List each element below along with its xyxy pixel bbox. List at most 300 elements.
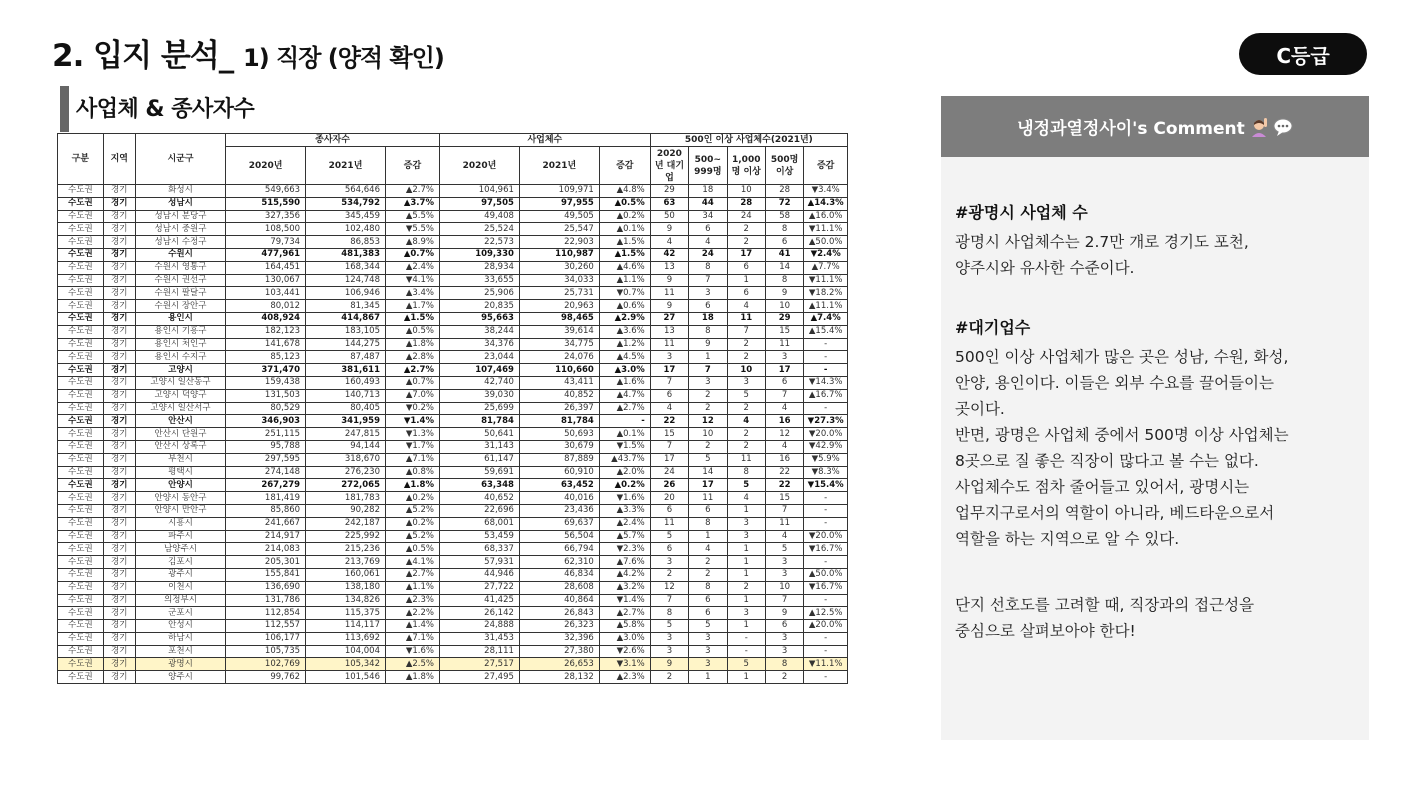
table-cell: 성남시 분당구 <box>135 210 225 223</box>
table-cell: 4 <box>650 236 688 249</box>
comment-header <box>941 96 1369 157</box>
table-cell: 27,380 <box>519 645 599 658</box>
table-cell: ▲0.5% <box>599 197 650 210</box>
table-cell: 34,376 <box>439 338 519 351</box>
table-cell: 81,784 <box>519 415 599 428</box>
table-cell: 28,934 <box>439 261 519 274</box>
table-cell: 68,337 <box>439 543 519 556</box>
table-cell: 276,230 <box>306 466 386 479</box>
table-cell: ▲3.0% <box>599 632 650 645</box>
table-cell: 수원시 권선구 <box>135 274 225 287</box>
table-cell: 1 <box>727 274 765 287</box>
table-row <box>58 402 848 415</box>
table-cell: ▲0.2% <box>599 210 650 223</box>
table-cell: 34,775 <box>519 338 599 351</box>
table-cell: 경기 <box>103 453 135 466</box>
table-row <box>58 594 848 607</box>
table-cell: 22,573 <box>439 236 519 249</box>
table-cell: ▲1.5% <box>599 248 650 261</box>
table-cell: 2 <box>727 351 765 364</box>
table-cell: 25,731 <box>519 287 599 300</box>
table-cell: 155,841 <box>226 568 306 581</box>
table-cell: ▲7.4% <box>804 312 848 325</box>
table-cell: 9 <box>650 300 688 313</box>
table-cell: 251,115 <box>226 428 306 441</box>
table-cell: 327,356 <box>226 210 306 223</box>
table-cell: 경기 <box>103 376 135 389</box>
table-cell: - <box>804 594 848 607</box>
comment-line: 단지 선호도를 고려할 때, 직장과의 접근성을 <box>955 596 1255 614</box>
table-cell: 2 <box>650 568 688 581</box>
table-cell: 성남시 <box>135 197 225 210</box>
table-cell: 7 <box>765 594 803 607</box>
table-cell: 3 <box>689 658 727 671</box>
table-cell: 13 <box>650 325 688 338</box>
table-cell: 부천시 <box>135 453 225 466</box>
table-cell: 24 <box>689 248 727 261</box>
table-cell: 경기 <box>103 517 135 530</box>
table-cell: ▲3.4% <box>385 287 439 300</box>
table-cell: 수도권 <box>58 428 104 441</box>
table-cell: 15 <box>650 428 688 441</box>
table-cell: 27 <box>650 312 688 325</box>
table-cell: 40,016 <box>519 492 599 505</box>
table-cell: 1 <box>727 556 765 569</box>
table-cell: 44 <box>689 197 727 210</box>
table-cell: 파주시 <box>135 530 225 543</box>
table-cell: 103,441 <box>226 287 306 300</box>
table-row <box>58 632 848 645</box>
table-cell: ▲1.8% <box>385 671 439 684</box>
table-cell: 수도권 <box>58 415 104 428</box>
table-cell: 50,641 <box>439 428 519 441</box>
table-cell: 경기 <box>103 223 135 236</box>
table-cell: ▲15.4% <box>804 325 848 338</box>
table-cell: 53,459 <box>439 530 519 543</box>
table-cell: 3 <box>765 351 803 364</box>
table-cell: 경기 <box>103 312 135 325</box>
table-cell: 수도권 <box>58 581 104 594</box>
table-cell: 80,012 <box>226 300 306 313</box>
table-cell: 95,788 <box>226 440 306 453</box>
table-cell: 98,465 <box>519 312 599 325</box>
header-workers-change: 증감 <box>385 147 439 185</box>
table-cell: 101,546 <box>306 671 386 684</box>
comment-line: 중심으로 살펴보아야 한다! <box>955 622 1136 640</box>
header-workers-2021: 2021년 <box>306 147 386 185</box>
table-cell: 106,177 <box>226 632 306 645</box>
grade-badge: C등급 <box>1239 33 1367 75</box>
comment-line: 역할을 하는 지역으로 알 수 있다. <box>955 530 1180 548</box>
table-cell: 25,699 <box>439 402 519 415</box>
table-cell: ▲2.3% <box>385 594 439 607</box>
table-cell: 광명시 <box>135 658 225 671</box>
table-cell: 6 <box>727 261 765 274</box>
table-cell: 수도권 <box>58 312 104 325</box>
table-cell: 27,517 <box>439 658 519 671</box>
table-cell: 수도권 <box>58 504 104 517</box>
table-cell: 5 <box>727 658 765 671</box>
table-cell: ▼2.6% <box>599 645 650 658</box>
table-cell: 수도권 <box>58 197 104 210</box>
table-cell: 241,667 <box>226 517 306 530</box>
table-cell: 2 <box>727 440 765 453</box>
table-cell: 160,061 <box>306 568 386 581</box>
table-cell: ▲1.8% <box>385 338 439 351</box>
table-cell: 2 <box>727 428 765 441</box>
table-cell: ▼1.4% <box>385 415 439 428</box>
table-cell: 수도권 <box>58 223 104 236</box>
table-cell: 481,383 <box>306 248 386 261</box>
page-title <box>52 30 444 75</box>
table-cell: 144,275 <box>306 338 386 351</box>
table-cell: 30,679 <box>519 440 599 453</box>
header-biz-2020: 2020년 <box>439 147 519 185</box>
table-cell: 경기 <box>103 671 135 684</box>
table-cell: 수도권 <box>58 248 104 261</box>
table-cell: 110,987 <box>519 248 599 261</box>
table-cell: ▲4.2% <box>599 568 650 581</box>
table-cell: 46,834 <box>519 568 599 581</box>
table-cell: 경기 <box>103 325 135 338</box>
table-cell: 26,653 <box>519 658 599 671</box>
table-cell: 18 <box>689 185 727 198</box>
comment-tag-biz: #광명시 사업체 수 <box>955 203 1088 222</box>
table-cell: 24 <box>727 210 765 223</box>
table-cell: 안산시 단원구 <box>135 428 225 441</box>
table-cell: 수도권 <box>58 671 104 684</box>
table-cell: 112,854 <box>226 607 306 620</box>
table-cell: 72 <box>765 197 803 210</box>
header-biz: 사업체수 <box>439 134 650 147</box>
table-cell: 11 <box>650 287 688 300</box>
table-cell: 경기 <box>103 581 135 594</box>
table-cell: ▼3.4% <box>804 185 848 198</box>
table-cell: ▼1.3% <box>385 428 439 441</box>
table-cell: 수도권 <box>58 376 104 389</box>
table-cell: 182,123 <box>226 325 306 338</box>
table-cell: 20 <box>650 492 688 505</box>
table-cell: 183,105 <box>306 325 386 338</box>
table-cell: ▲5.2% <box>385 530 439 543</box>
table-cell: 17 <box>765 364 803 377</box>
table-cell: ▲2.0% <box>599 466 650 479</box>
table-cell: 63,452 <box>519 479 599 492</box>
table-cell: ▼20.0% <box>804 530 848 543</box>
table-cell: 경기 <box>103 300 135 313</box>
table-row <box>58 389 848 402</box>
table-cell: 27,722 <box>439 581 519 594</box>
table-cell: 95,663 <box>439 312 519 325</box>
table-cell: - <box>804 671 848 684</box>
table-cell: 8 <box>689 325 727 338</box>
table-cell: 성남시 수정구 <box>135 236 225 249</box>
table-cell: 297,595 <box>226 453 306 466</box>
table-cell: 17 <box>689 479 727 492</box>
table-cell: 평택시 <box>135 466 225 479</box>
table-cell: ▲1.5% <box>599 236 650 249</box>
table-cell: ▼0.2% <box>385 402 439 415</box>
table-cell: 22,903 <box>519 236 599 249</box>
table-cell: ▲16.0% <box>804 210 848 223</box>
table-cell: 7 <box>765 389 803 402</box>
table-cell: 31,453 <box>439 632 519 645</box>
table-cell: 1 <box>689 671 727 684</box>
table-cell: 2 <box>650 671 688 684</box>
table-row <box>58 466 848 479</box>
table-cell: ▲2.2% <box>385 607 439 620</box>
table-cell: 수도권 <box>58 556 104 569</box>
table-cell: 3 <box>727 517 765 530</box>
table-cell: 31,143 <box>439 440 519 453</box>
table-cell: 272,065 <box>306 479 386 492</box>
table-cell: 안양시 만안구 <box>135 504 225 517</box>
table-cell: 2 <box>727 338 765 351</box>
table-cell: 9 <box>650 658 688 671</box>
table-cell: 14 <box>689 466 727 479</box>
header-biz-change: 증감 <box>599 147 650 185</box>
table-cell: 경기 <box>103 607 135 620</box>
table-cell: 213,769 <box>306 556 386 569</box>
table-cell: 5 <box>727 389 765 402</box>
table-cell: 안성시 <box>135 620 225 633</box>
table-cell: 11 <box>727 453 765 466</box>
table-cell: ▲43.7% <box>599 453 650 466</box>
table-cell: 수도권 <box>58 479 104 492</box>
table-cell: 50,693 <box>519 428 599 441</box>
table-cell: ▼1.6% <box>599 492 650 505</box>
table-cell: 6 <box>689 594 727 607</box>
table-cell: ▼2.3% <box>599 543 650 556</box>
table-cell: 24 <box>650 466 688 479</box>
table-cell: 12 <box>765 428 803 441</box>
table-cell: 105,735 <box>226 645 306 658</box>
table-cell: 168,344 <box>306 261 386 274</box>
table-cell: 79,734 <box>226 236 306 249</box>
table-cell: 7 <box>689 364 727 377</box>
table-row <box>58 556 848 569</box>
person-raising-hand-icon <box>1249 117 1269 137</box>
table-cell: 3 <box>689 376 727 389</box>
table-cell: 시흥시 <box>135 517 225 530</box>
table-cell: 7 <box>650 376 688 389</box>
table-cell: 7 <box>689 274 727 287</box>
table-cell: 수도권 <box>58 325 104 338</box>
table-cell: 107,469 <box>439 364 519 377</box>
table-cell: ▼11.1% <box>804 658 848 671</box>
table-cell: ▲0.1% <box>599 428 650 441</box>
table-cell: 7 <box>765 504 803 517</box>
table-cell: 경기 <box>103 504 135 517</box>
table-cell: 8 <box>765 658 803 671</box>
table-cell: 안양시 <box>135 479 225 492</box>
table-cell: 안산시 상록구 <box>135 440 225 453</box>
table-cell: 수도권 <box>58 620 104 633</box>
table-cell: ▲20.0% <box>804 620 848 633</box>
table-cell: 26 <box>650 479 688 492</box>
table-cell: 군포시 <box>135 607 225 620</box>
table-cell: 이천시 <box>135 581 225 594</box>
table-cell: 4 <box>765 530 803 543</box>
table-cell: 267,279 <box>226 479 306 492</box>
table-cell: ▲0.2% <box>385 492 439 505</box>
table-cell: 수도권 <box>58 351 104 364</box>
table-cell: 수도권 <box>58 607 104 620</box>
table-cell: ▼18.2% <box>804 287 848 300</box>
table-cell: 10 <box>765 581 803 594</box>
table-cell: 1 <box>727 620 765 633</box>
table-cell: - <box>804 338 848 351</box>
table-row <box>58 581 848 594</box>
table-cell: ▲0.2% <box>599 479 650 492</box>
table-cell: 63,348 <box>439 479 519 492</box>
comment-tag-large: #대기업수 <box>955 318 1031 337</box>
table-cell: 8 <box>689 261 727 274</box>
table-row <box>58 479 848 492</box>
table-cell: 경기 <box>103 440 135 453</box>
table-cell: 164,451 <box>226 261 306 274</box>
comment-line: 안양, 용인이다. 이들은 외부 수요를 끌어들이는 <box>955 374 1274 392</box>
table-row <box>58 543 848 556</box>
table-row <box>58 645 848 658</box>
table-cell: ▲1.4% <box>385 620 439 633</box>
table-cell: 26,843 <box>519 607 599 620</box>
table-cell: 5 <box>727 479 765 492</box>
table-cell: ▲1.8% <box>385 479 439 492</box>
table-cell: 26,397 <box>519 402 599 415</box>
table-row <box>58 185 848 198</box>
table-cell: 6 <box>650 504 688 517</box>
table-cell: 남양주시 <box>135 543 225 556</box>
table-cell: 6 <box>650 543 688 556</box>
table-cell: 23,044 <box>439 351 519 364</box>
table-cell: ▼2.4% <box>804 248 848 261</box>
table-cell: 80,529 <box>226 402 306 415</box>
table-row <box>58 492 848 505</box>
table-cell: 42 <box>650 248 688 261</box>
table-cell: 11 <box>765 338 803 351</box>
table-cell: ▲1.1% <box>385 581 439 594</box>
table-cell: 11 <box>650 517 688 530</box>
table-cell: 경기 <box>103 492 135 505</box>
table-cell: 수도권 <box>58 594 104 607</box>
table-cell: 41,425 <box>439 594 519 607</box>
data-table <box>57 133 848 684</box>
table-cell: 97,955 <box>519 197 599 210</box>
table-cell: 106,946 <box>306 287 386 300</box>
table-cell: 87,889 <box>519 453 599 466</box>
table-cell: 9 <box>650 274 688 287</box>
table-row <box>58 351 848 364</box>
table-cell: 15 <box>765 492 803 505</box>
table-cell: 34 <box>689 210 727 223</box>
table-cell: 수도권 <box>58 261 104 274</box>
table-cell: ▲2.9% <box>599 312 650 325</box>
table-cell: 경기 <box>103 428 135 441</box>
table-cell: 18 <box>689 312 727 325</box>
table-cell: ▲3.6% <box>599 325 650 338</box>
table-cell: 14 <box>765 261 803 274</box>
table-cell: 안산시 <box>135 415 225 428</box>
table-cell: 22 <box>765 466 803 479</box>
table-cell: ▲1.2% <box>599 338 650 351</box>
table-cell: 66,794 <box>519 543 599 556</box>
table-cell: 81,784 <box>439 415 519 428</box>
table-cell: ▼1.7% <box>385 440 439 453</box>
table-cell: 69,637 <box>519 517 599 530</box>
table-cell: ▲0.7% <box>385 248 439 261</box>
table-cell: 경기 <box>103 236 135 249</box>
table-cell: 용인시 수지구 <box>135 351 225 364</box>
table-cell: ▲1.5% <box>385 312 439 325</box>
table-cell: 8 <box>689 581 727 594</box>
table-cell: ▼42.9% <box>804 440 848 453</box>
table-cell: 수도권 <box>58 364 104 377</box>
table-cell: - <box>804 492 848 505</box>
table-cell: 4 <box>689 236 727 249</box>
table-cell: 1 <box>727 568 765 581</box>
table-cell: 3 <box>650 351 688 364</box>
table-cell: 수도권 <box>58 440 104 453</box>
table-cell: 29 <box>765 312 803 325</box>
table-cell: 수도권 <box>58 517 104 530</box>
table-row <box>58 671 848 684</box>
table-cell: 1 <box>727 543 765 556</box>
table-cell: 28,608 <box>519 581 599 594</box>
table-cell: 6 <box>689 607 727 620</box>
table-cell: 17 <box>727 248 765 261</box>
table-cell: 3 <box>765 568 803 581</box>
table-cell: ▼5.9% <box>804 453 848 466</box>
table-cell: 20,963 <box>519 300 599 313</box>
table-cell: 102,480 <box>306 223 386 236</box>
table-cell: 6 <box>689 300 727 313</box>
table-cell: 346,903 <box>226 415 306 428</box>
table-cell: ▲1.6% <box>599 376 650 389</box>
table-cell: 33,655 <box>439 274 519 287</box>
table-cell: 247,815 <box>306 428 386 441</box>
table-cell: ▲0.2% <box>385 517 439 530</box>
table-cell: 3 <box>727 607 765 620</box>
table-cell: 경기 <box>103 248 135 261</box>
table-cell: 7 <box>650 594 688 607</box>
table-cell: ▲14.3% <box>804 197 848 210</box>
table-cell: 109,971 <box>519 185 599 198</box>
table-cell: 40,852 <box>519 389 599 402</box>
header-500-999: 500~ 999명 <box>689 147 727 185</box>
table-cell: 5 <box>765 543 803 556</box>
table-cell: 4 <box>727 300 765 313</box>
table-cell: 124,748 <box>306 274 386 287</box>
table-cell: ▼3.1% <box>599 658 650 671</box>
header-1000: 1,000명 이상 <box>727 147 765 185</box>
table-cell: 수도권 <box>58 530 104 543</box>
table-cell: 549,663 <box>226 185 306 198</box>
table-cell: 25,524 <box>439 223 519 236</box>
table-cell: 12 <box>689 415 727 428</box>
table-cell: 87,487 <box>306 351 386 364</box>
table-cell: ▲5.7% <box>599 530 650 543</box>
section-title: 사업체 & 종사자수 <box>76 97 255 122</box>
table-cell: 49,505 <box>519 210 599 223</box>
table-cell: ▲2.8% <box>385 351 439 364</box>
table-cell: 13 <box>650 261 688 274</box>
table-cell: ▲11.1% <box>804 300 848 313</box>
table-row <box>58 620 848 633</box>
table-cell: - <box>804 402 848 415</box>
table-cell: ▲2.7% <box>385 364 439 377</box>
table-cell: 경기 <box>103 364 135 377</box>
